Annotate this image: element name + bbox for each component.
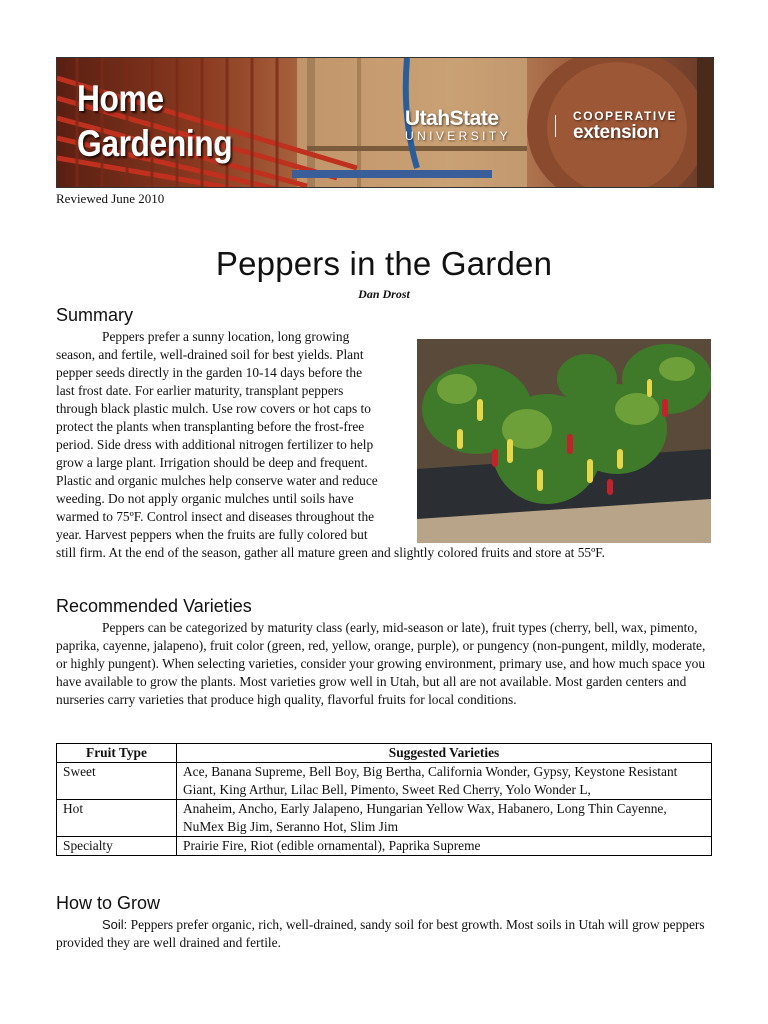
pepper-plants-image xyxy=(417,339,711,543)
table-cell-fruit-type: Hot xyxy=(57,800,177,837)
cooperative-extension-logo xyxy=(573,109,677,143)
summary-text: Peppers prefer a sunny location, long growing season, and fertile, well-drained soil for best yields. Plant pepper seeds directly in the garden 10-14 days before the last frost date. For earlier maturity, transplant peppers through black plastic mulch. Use row covers or hot caps to protect the plants when transplanting before the frost-free period. Side dress with additional nitrogen fertilizer to help grow a large plant. Irrigation should be deep and frequent. Plastic and organic mulches help conserve water and reduce weeding. Do not apply organic mulches until soils have warmed to 75ºF. Control insect and diseases throughout the year. Harvest peppers when the fruits are fully colored but still firm. At the end of the season, gather all mature green and slightly colored fruits and store at 55ºF. xyxy=(56,329,605,560)
soil-label: Soil: xyxy=(102,917,128,932)
logo-divider xyxy=(555,115,556,137)
table-header-fruit-type: Fruit Type xyxy=(57,744,177,763)
usu-logo-university: UNIVERSITY xyxy=(405,129,512,143)
soil-text: Peppers prefer organic, rich, well-drained, sandy soil for best growth. Most soils in Utah will grow peppers provided they are well drained and fertile. xyxy=(56,917,705,950)
how-to-grow-heading: How to Grow xyxy=(56,893,161,913)
banner-title xyxy=(77,76,232,166)
table-header-row xyxy=(57,744,712,763)
banner-title-home: Home xyxy=(77,78,164,119)
table-row xyxy=(57,763,712,800)
table-cell-fruit-type: Specialty xyxy=(57,837,177,856)
varieties-table xyxy=(56,743,712,856)
summary-heading: Summary xyxy=(56,305,134,325)
table-header-suggested-varieties: Suggested Varieties xyxy=(177,744,712,763)
header-banner xyxy=(56,57,714,188)
usu-logo xyxy=(405,108,511,142)
page-title: Peppers in the Garden xyxy=(215,245,553,282)
soil-paragraph xyxy=(56,916,712,952)
table-cell-varieties: Prairie Fire, Riot (edible ornamental), Paprika Supreme xyxy=(177,837,712,856)
table-cell-varieties: Anaheim, Ancho, Early Jalapeno, Hungarian Yellow Wax, Habanero, Long Thin Cayenne, NuMex Big Jim, Seranno Hot, Slim Jim xyxy=(177,800,712,837)
varieties-paragraph: Peppers can be categorized by maturity class (early, mid-season or late), fruit types (cherry, bell, wax, pimento, paprika, cayenne, jalapeno), fruit color (green, red, yellow, orange, purple), or pungency (non-pungent, mildly, moderate, or highly pungent). When selecting varieties, consider your growing environment, primary use, and how much space you have available to grow the plants. Most varieties grow well in Utah, but all are not available. Most garden centers and nurseries carry varieties that produce high quality, flavorful fruits for local conditions. xyxy=(56,620,706,707)
reviewed-date: Reviewed June 2010 xyxy=(56,191,165,206)
pepper-plants-photo xyxy=(417,339,711,543)
table-row xyxy=(57,800,712,837)
table-row xyxy=(57,837,712,856)
banner-title-gardening: Gardening xyxy=(77,123,233,164)
table-cell-fruit-type: Sweet xyxy=(57,763,177,800)
table-cell-varieties: Ace, Banana Supreme, Bell Boy, Big Bertha, California Wonder, Gypsy, Keystone Resistant Giant, King Arthur, Lilac Bell, Pimento, Sweet Red Cherry, Yolo Wonder L, xyxy=(177,763,712,800)
varieties-heading: Recommended Varieties xyxy=(56,596,252,616)
coop-line: COOPERATIVE xyxy=(573,109,678,123)
author: Dan Drost xyxy=(358,287,410,301)
usu-logo-name: UtahState xyxy=(405,107,499,130)
extension-line: extension xyxy=(573,122,659,143)
